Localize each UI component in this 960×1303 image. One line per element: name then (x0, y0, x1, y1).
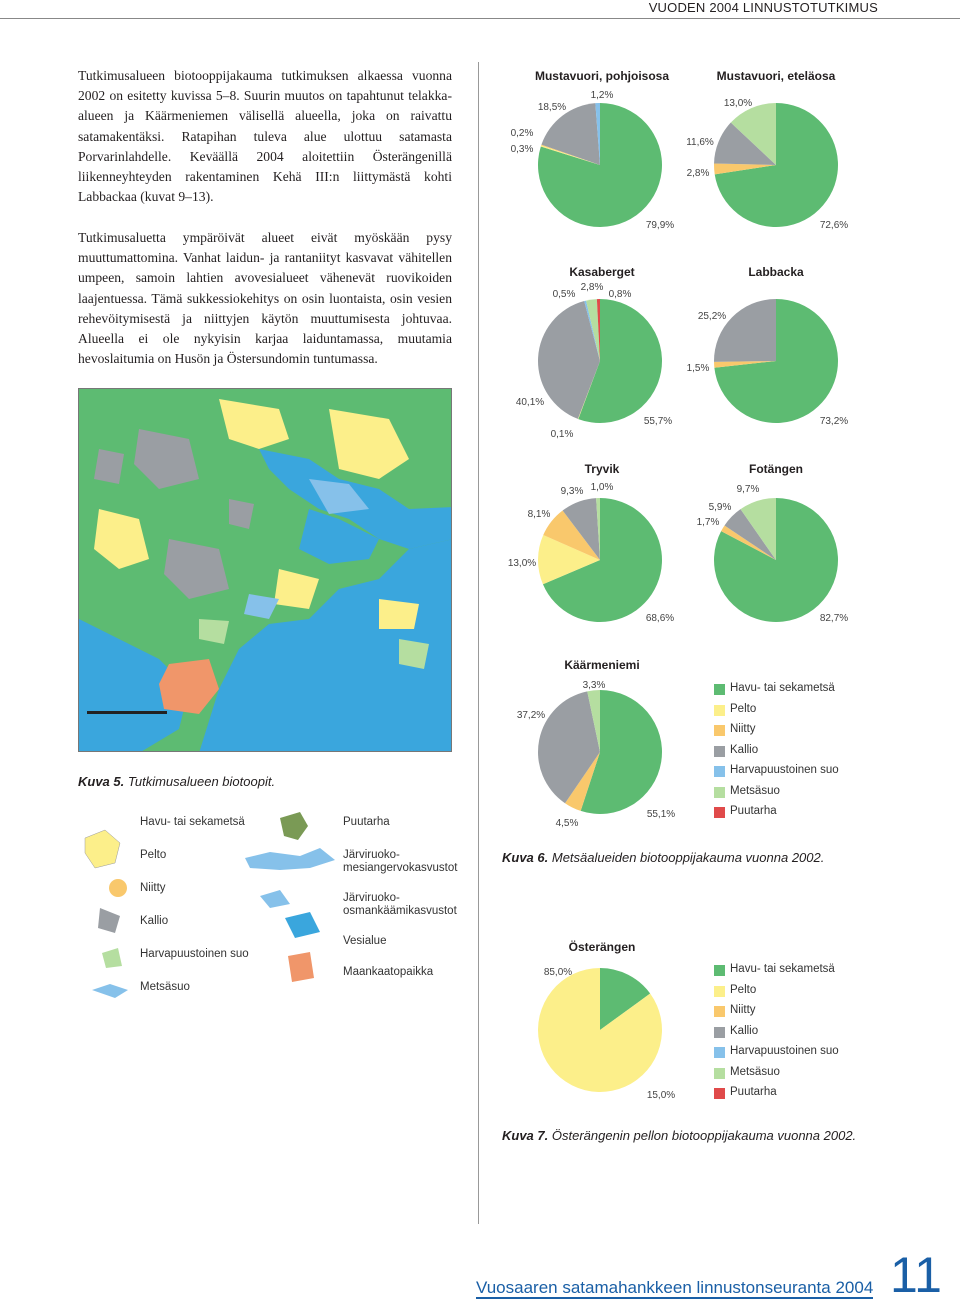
pie-data-label: 1,5% (686, 363, 710, 374)
pie-data-label: 68,6% (645, 613, 675, 624)
footer-title: Vuosaaren satamahankkeen linnustonseuranta 2004 (476, 1278, 874, 1297)
pie-data-label: 9,3% (560, 486, 584, 497)
body-paragraph-2: Tutkimusaluetta ympäröivät alueet eivät myöskään pysy muuttumattomina. Vanhat laidun- ja rantaniityt kasvavat vähitellen umpeen, samoin lahtien avovesialueet vähenevät ruovikoiden laajentuessa. Tämä sukkessiokehitys on osin luontaista, osin vesien rehevöitymisestä ja niittyjen käytön muuttumisesta johtuvaa. Alueella ei ole nykyisin karjaa laiduntamassa, muutamia hevoslaitumia on Husön ja Östersundomin tuntumassa. (78, 230, 452, 367)
figure-7-text: Österängenin pellon biotooppijakauma vuonna 2002. (551, 1128, 857, 1143)
page-number: 11 (890, 1247, 942, 1303)
legend-label: Puutarha (730, 1086, 777, 1098)
map-legend-item: Havu- tai sekametsä (140, 816, 245, 828)
map-legend-item: Järviruoko- osmankäämikasvustot (343, 892, 457, 917)
legend-swatch (714, 965, 725, 976)
pie-data-label: 79,9% (645, 220, 675, 231)
pie-data-label: 37,2% (516, 710, 546, 721)
pie-data-label: 0,3% (510, 144, 534, 155)
legend-swatch (714, 705, 725, 716)
pie-data-label: 55,7% (643, 416, 673, 427)
pie-chart (697, 462, 849, 624)
map-legend-item: Kallio (140, 915, 169, 927)
figure-5-text: Tutkimusalueen biotoopit. (127, 774, 276, 789)
body-paragraph-1: Tutkimusalueen biotooppijakauma tutkimuksen alkaessa vuonna 2002 on esitetty kuvissa 5–8. Suurin muutos on tapahtunut telakka-alueen ja Käärmeniemen välisellä alueella, joka on raivattu satamakentäksi. Ratapihan tuleva alue ulottuu satamasta Porvarinlahdelle. Keväällä 2004 aloitettiin Österängenillä liikenneyhteyden rakentaminen Kehä III:n liittymästä kohti Labbackaa (kuvat 9–13). (78, 68, 452, 205)
legend-label: Harvapuustoinen suo (730, 764, 839, 776)
pie-data-label: 1,7% (696, 517, 720, 528)
figure-6-text: Metsäalueiden biotooppijakauma vuonna 2002. (551, 850, 825, 865)
pie-data-label: 3,3% (582, 680, 606, 691)
legend-swatch (714, 986, 725, 997)
figure-7-caption (502, 1128, 856, 1143)
pie-data-label: 9,7% (736, 484, 760, 495)
pie-chart (538, 939, 675, 1101)
map-legend-item: Niitty (140, 882, 166, 894)
map-legend-item: Puutarha (343, 816, 390, 828)
legend-swatch (714, 1047, 725, 1058)
pie-slice (714, 299, 776, 362)
pie-data-label: 5,9% (708, 502, 732, 513)
pie-title: Käärmeniemi (564, 658, 640, 672)
pie-title: Mustavuori, eteläosa (716, 69, 836, 83)
map-legend-item: Vesialue (343, 935, 387, 947)
pie-data-label: 8,1% (527, 509, 551, 520)
pie-data-label: 18,5% (537, 102, 567, 113)
legend-label: Pelto (730, 983, 757, 996)
pie-data-label: 55,1% (646, 809, 676, 820)
legend-label: Havu- tai sekametsä (730, 682, 835, 694)
pie-chart (517, 658, 675, 829)
legend-label: Kallio (730, 743, 759, 756)
pie-chart (687, 265, 849, 427)
legend-label: Harvapuustoinen suo (730, 1045, 839, 1057)
pie-data-label: 0,1% (550, 429, 574, 440)
figure-7-label: Kuva 7. (502, 1128, 549, 1143)
pie-title: Labbacka (748, 265, 804, 279)
pie-data-label: 25,2% (697, 311, 727, 322)
figure-5-label: Kuva 5. (78, 774, 125, 789)
legend-swatch (714, 807, 725, 818)
map-legend-swatches-left (80, 808, 140, 1008)
pie-chart (686, 69, 848, 231)
legend-label: Havu- tai sekametsä (730, 963, 835, 975)
pie-charts (490, 60, 890, 1120)
legend-swatch (714, 1088, 725, 1099)
column-rule (478, 62, 479, 1224)
legend-label: Metsäsuo (730, 784, 780, 797)
pie-data-label: 4,5% (555, 818, 579, 829)
pie-data-label: 2,8% (686, 168, 710, 179)
legend-swatch (714, 766, 725, 777)
pie-data-label: 82,7% (819, 613, 849, 624)
map-legend-item: Järviruoko- mesiangervokasvustot (343, 849, 458, 874)
pie-title: Tryvik (584, 462, 620, 476)
legend-swatch (714, 725, 725, 736)
map-legend-item: Metsäsuo (140, 981, 190, 993)
legend-label: Niitty (730, 723, 756, 735)
pie-data-label: 13,0% (723, 98, 753, 109)
map-legend-item: Pelto (140, 849, 167, 861)
legend-label: Pelto (730, 702, 757, 715)
pie-data-label: 15,0% (646, 1090, 676, 1101)
legend-swatch (714, 1006, 725, 1017)
pie-title: Österängen (568, 940, 636, 954)
pie-data-label: 85,0% (543, 967, 573, 978)
legend-swatch (714, 1027, 725, 1038)
map-legend-item: Harvapuustoinen suo (140, 948, 249, 960)
legend-swatch (714, 1068, 725, 1079)
pie-chart (511, 69, 675, 231)
habitat-map (78, 388, 452, 752)
legend-label: Niitty (730, 1004, 756, 1016)
figure-5-caption (78, 774, 275, 789)
pie-data-label: 0,2% (510, 128, 534, 139)
pie-data-label: 13,0% (507, 558, 537, 569)
pie-data-label: 0,8% (608, 289, 632, 300)
pie-data-label: 1,0% (590, 482, 614, 493)
pie-data-label: 2,8% (580, 282, 604, 293)
legend-label: Kallio (730, 1024, 759, 1037)
pie-data-label: 40,1% (515, 397, 545, 408)
legend-label: Puutarha (730, 805, 777, 817)
legend-swatch (714, 684, 725, 695)
pie-data-label: 11,6% (686, 137, 714, 148)
pie-title: Fotängen (749, 462, 803, 476)
map-legend-item: Maankaatopaikka (343, 966, 434, 978)
running-header: VUODEN 2004 LINNUSTOTUTKIMUS (648, 0, 878, 15)
map-legend-swatches-right (240, 808, 340, 994)
pie-data-label: 0,5% (552, 289, 576, 300)
header-rule (0, 18, 960, 19)
figure-6-label: Kuva 6. (502, 850, 549, 865)
figure-6-caption (502, 850, 824, 865)
pie-data-label: 1,2% (590, 90, 614, 101)
legend-label: Metsäsuo (730, 1065, 780, 1078)
pie-title: Mustavuori, pohjoisosa (534, 69, 670, 83)
pie-data-label: 73,2% (819, 416, 849, 427)
pie-chart (516, 265, 672, 440)
legend-swatch (714, 746, 725, 757)
pie-title: Kasaberget (569, 265, 635, 279)
pie-data-label: 72,6% (819, 220, 849, 231)
legend-swatch (714, 787, 725, 798)
pie-chart (508, 462, 674, 624)
